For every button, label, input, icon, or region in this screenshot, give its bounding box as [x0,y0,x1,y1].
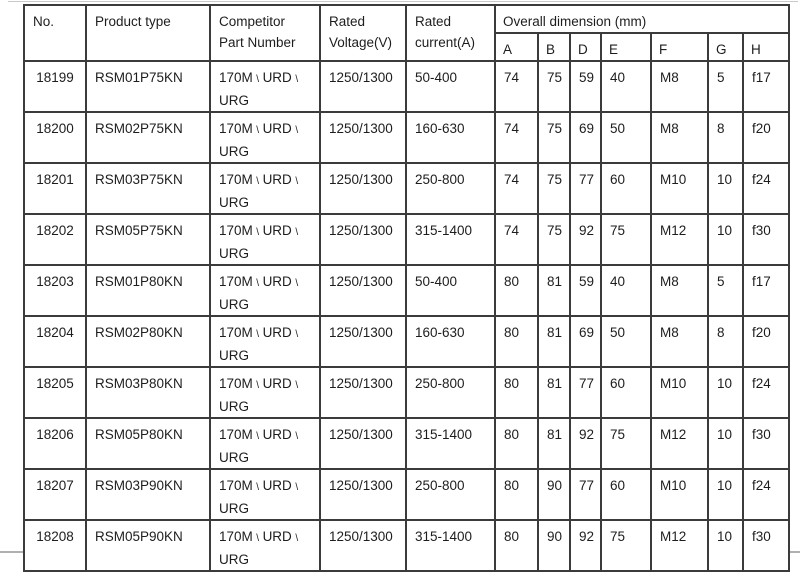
cell-rated-voltage: 1250/1300 [320,520,406,571]
ideographic-comma: \ [295,482,299,493]
cell-no: 18200 [24,112,86,163]
cell-dim-g: 10 [708,367,743,418]
table-body [24,61,789,571]
cell-dim-a: 80 [495,265,538,316]
cell-rated-current: 50-400 [406,265,495,316]
cell-dim-e: 75 [601,520,651,571]
cell-rated-voltage: 1250/1300 [320,265,406,316]
cell-dim-d: 92 [570,418,601,469]
table-row [24,469,789,520]
cell-dim-a: 80 [495,418,538,469]
cell-dim-d: 59 [570,61,601,112]
cell-rated-current: 250-800 [406,163,495,214]
cell-dim-d: 77 [570,469,601,520]
table-row [24,367,789,418]
ideographic-comma: \ [256,278,260,289]
cell-dim-e: 60 [601,469,651,520]
cell-dim-a: 74 [495,214,538,265]
cell-dim-d: 77 [570,367,601,418]
cell-rated-voltage: 1250/1300 [320,367,406,418]
col-header-competitor-line1: Competitor [219,14,286,29]
cell-dim-a: 80 [495,367,538,418]
col-header-current-line1: Rated [415,14,452,29]
table-header [24,5,789,61]
cell-competitor-part-number: 170M \ URD \URG [210,520,320,571]
cell-dim-h: f30 [743,418,789,469]
cell-product-type: RSM05P75KN [86,214,210,265]
cell-dim-d: 92 [570,520,601,571]
cell-competitor-part-number: 170M \ URD \URG [210,214,320,265]
ideographic-comma: \ [295,329,299,340]
cell-dim-f: M10 [651,469,708,520]
cell-dim-g: 10 [708,418,743,469]
col-header-competitor-line2: Part Number [219,35,296,50]
col-header-competitor-part-number [210,5,320,61]
cell-dim-a: 80 [495,520,538,571]
cell-dim-h: f20 [743,316,789,367]
col-header-product-type: Product type [86,5,210,61]
cell-dim-f: M10 [651,163,708,214]
cell-competitor-part-number: 170M \ URD \URG [210,367,320,418]
table-row [24,112,789,163]
col-header-dim-a: A [495,33,538,61]
cell-competitor-part-number: 170M \ URD \URG [210,61,320,112]
ideographic-comma: \ [256,74,260,85]
cell-rated-current: 315-1400 [406,214,495,265]
ideographic-comma: \ [256,533,260,544]
page-top-hairline [8,1,798,2]
col-header-rated-voltage [320,5,406,61]
col-header-current-line2: current(A) [415,35,476,50]
cell-product-type: RSM01P75KN [86,61,210,112]
cell-dim-e: 50 [601,112,651,163]
cell-rated-voltage: 1250/1300 [320,469,406,520]
cell-dim-d: 59 [570,265,601,316]
ideographic-comma: \ [256,227,260,238]
cell-dim-h: f17 [743,61,789,112]
cell-no: 18206 [24,418,86,469]
cell-dim-a: 74 [495,61,538,112]
cell-dim-d: 69 [570,112,601,163]
cell-dim-b: 75 [538,61,570,112]
cell-product-type: RSM01P80KN [86,265,210,316]
col-header-dim-d: D [570,33,601,61]
cell-no: 18205 [24,367,86,418]
col-header-dim-g: G [708,33,743,61]
cell-rated-voltage: 1250/1300 [320,163,406,214]
product-spec-table [23,4,790,572]
table-row [24,214,789,265]
ideographic-comma: \ [295,533,299,544]
cell-rated-voltage: 1250/1300 [320,418,406,469]
cell-dim-b: 81 [538,316,570,367]
cell-dim-d: 69 [570,316,601,367]
cell-dim-f: M12 [651,418,708,469]
cell-dim-e: 60 [601,367,651,418]
cell-dim-f: M10 [651,367,708,418]
cell-dim-h: f17 [743,265,789,316]
cell-dim-a: 80 [495,316,538,367]
ideographic-comma: \ [295,380,299,391]
cell-dim-f: M8 [651,61,708,112]
col-header-no: No. [24,5,86,61]
cell-rated-current: 160-630 [406,316,495,367]
cell-dim-a: 80 [495,469,538,520]
cell-no: 18201 [24,163,86,214]
ideographic-comma: \ [256,482,260,493]
cell-product-type: RSM02P75KN [86,112,210,163]
cell-product-type: RSM03P75KN [86,163,210,214]
cell-rated-current: 315-1400 [406,418,495,469]
cell-dim-g: 10 [708,163,743,214]
ideographic-comma: \ [295,227,299,238]
ideographic-comma: \ [295,74,299,85]
cell-competitor-part-number: 170M \ URD \URG [210,418,320,469]
cell-dim-h: f20 [743,112,789,163]
cell-dim-h: f24 [743,367,789,418]
cell-dim-d: 77 [570,163,601,214]
cell-product-type: RSM03P90KN [86,469,210,520]
cell-rated-current: 250-800 [406,367,495,418]
cell-dim-b: 90 [538,469,570,520]
cell-dim-e: 75 [601,418,651,469]
table-row [24,265,789,316]
cell-rated-current: 250-800 [406,469,495,520]
table-row [24,61,789,112]
ideographic-comma: \ [256,329,260,340]
cell-competitor-part-number: 170M \ URD \URG [210,316,320,367]
ideographic-comma: \ [256,176,260,187]
ideographic-comma: \ [256,431,260,442]
col-header-voltage-line1: Rated [329,14,366,29]
col-header-dim-f: F [651,33,708,61]
cell-no: 18204 [24,316,86,367]
table-row [24,163,789,214]
cell-dim-g: 10 [708,520,743,571]
cell-rated-voltage: 1250/1300 [320,61,406,112]
cell-product-type: RSM03P80KN [86,367,210,418]
cell-rated-voltage: 1250/1300 [320,112,406,163]
table-row [24,316,789,367]
cell-dim-h: f30 [743,214,789,265]
cell-dim-g: 10 [708,469,743,520]
cell-no: 18202 [24,214,86,265]
col-header-dim-h: H [743,33,789,61]
header-row-1 [24,5,789,33]
ideographic-comma: \ [256,380,260,391]
cell-no: 18207 [24,469,86,520]
cell-dim-f: M8 [651,112,708,163]
cell-dim-e: 40 [601,61,651,112]
cell-dim-e: 50 [601,316,651,367]
ideographic-comma: \ [295,278,299,289]
ideographic-comma: \ [295,125,299,136]
table-row [24,520,789,571]
cell-dim-e: 40 [601,265,651,316]
ideographic-comma: \ [295,176,299,187]
cell-dim-f: M8 [651,316,708,367]
cell-rated-voltage: 1250/1300 [320,316,406,367]
cell-rated-current: 315-1400 [406,520,495,571]
cell-rated-current: 160-630 [406,112,495,163]
cell-product-type: RSM05P90KN [86,520,210,571]
cell-competitor-part-number: 170M \ URD \URG [210,469,320,520]
cell-dim-g: 5 [708,61,743,112]
col-header-rated-current [406,5,495,61]
cell-dim-g: 10 [708,214,743,265]
cell-dim-b: 75 [538,214,570,265]
cell-dim-f: M12 [651,520,708,571]
cell-dim-e: 75 [601,214,651,265]
cell-dim-d: 92 [570,214,601,265]
cell-product-type: RSM05P80KN [86,418,210,469]
cell-dim-g: 5 [708,265,743,316]
cell-dim-b: 81 [538,367,570,418]
cell-dim-b: 81 [538,418,570,469]
cell-dim-a: 74 [495,163,538,214]
cell-competitor-part-number: 170M \ URD \URG [210,265,320,316]
cell-no: 18199 [24,61,86,112]
cell-dim-a: 74 [495,112,538,163]
cell-no: 18208 [24,520,86,571]
cell-dim-g: 8 [708,316,743,367]
cell-dim-h: f30 [743,520,789,571]
cell-dim-b: 75 [538,163,570,214]
col-header-overall-dimension: Overall dimension (mm) [495,5,789,33]
cell-rated-current: 50-400 [406,61,495,112]
cell-dim-b: 81 [538,265,570,316]
cell-dim-b: 75 [538,112,570,163]
col-header-voltage-line2: Voltage(V) [329,35,393,50]
table-row [24,418,789,469]
cell-dim-h: f24 [743,469,789,520]
cell-dim-e: 60 [601,163,651,214]
cell-dim-g: 8 [708,112,743,163]
col-header-dim-e: E [601,33,651,61]
cell-competitor-part-number: 170M \ URD \URG [210,112,320,163]
col-header-dim-b: B [538,33,570,61]
cell-product-type: RSM02P80KN [86,316,210,367]
cell-dim-h: f24 [743,163,789,214]
cell-no: 18203 [24,265,86,316]
cell-dim-b: 90 [538,520,570,571]
cell-dim-f: M12 [651,214,708,265]
ideographic-comma: \ [256,125,260,136]
ideographic-comma: \ [295,431,299,442]
cell-dim-f: M8 [651,265,708,316]
cell-competitor-part-number: 170M \ URD \URG [210,163,320,214]
cell-rated-voltage: 1250/1300 [320,214,406,265]
